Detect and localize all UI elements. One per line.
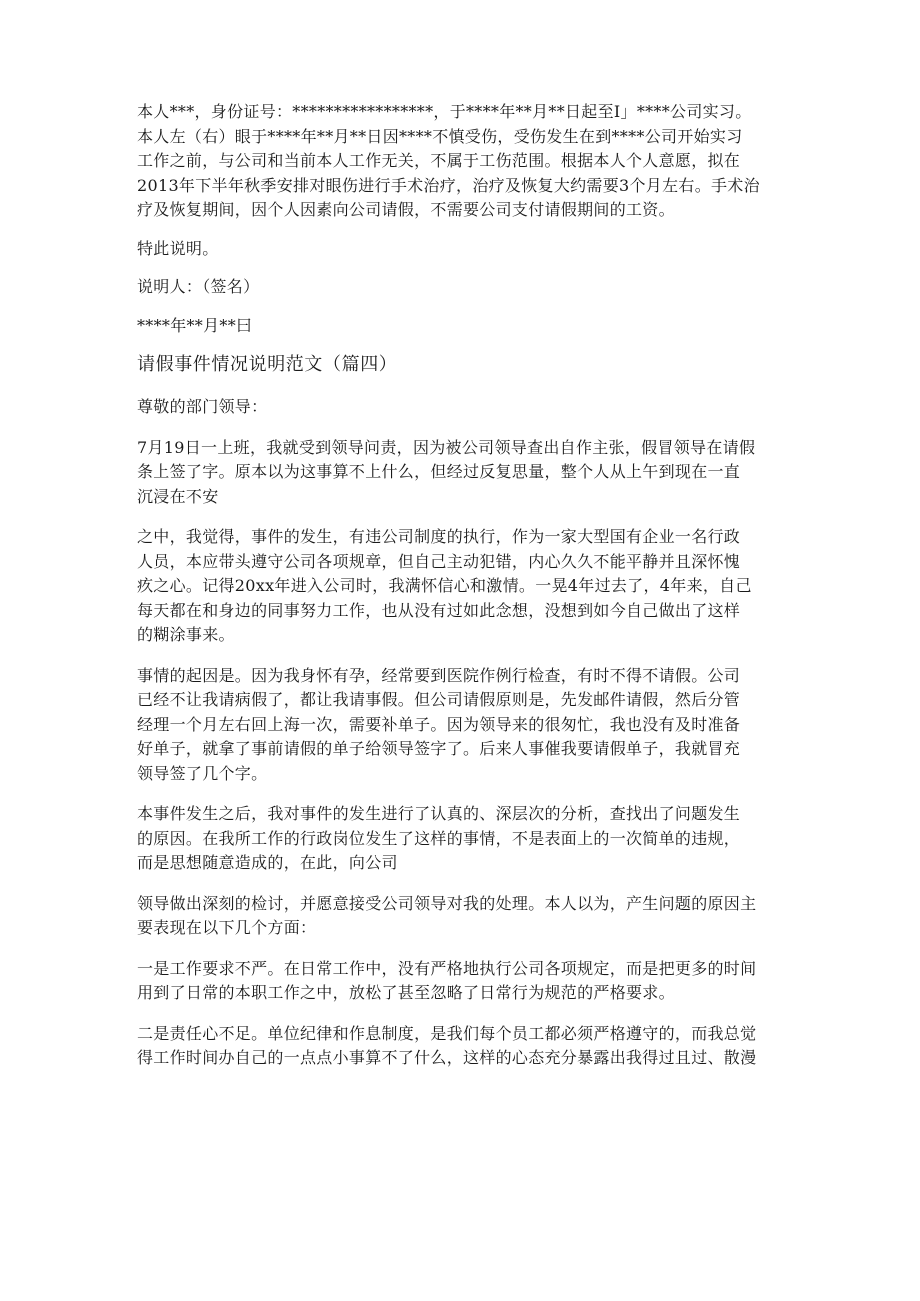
text-line: 本事件发生之后，我对事件的发生进行了认真的、深层次的分析，查找出了问题发生 [137,804,741,823]
text-line: 条上签了字。原本以为这事算不上什么，但经过反复思量，整个人从上午到现在一直 [137,462,741,481]
text-line: 每天都在和身边的同事努力工作，也从没有过如此念想，没想到如今自己做出了这样 [137,600,741,620]
text-line: 而是思想随意造成的，在此，向公司 [137,853,398,872]
paragraph [137,237,782,262]
text-line: 沉浸在不安 [137,486,219,506]
text-line: 领导做出深刻的检讨，并愿意接受公司领导对我的处理。本人以为，产生问题的原因主 [137,893,757,913]
text-line: 事情的起因是。因为我身怀有孕，经常要到医院作例行检查，有时不得不请假。公司 [137,665,741,685]
text-line: 用到了日常的本职工作之中，放松了甚至忽略了日常行为规范的严格要求。 [137,983,675,1002]
paragraph [137,664,782,787]
paragraph [137,892,782,941]
paragraph [137,1022,782,1071]
text-line: 得工作时间办自己的一点点小事算不了什么，这样的心态充分暴露出我得过且过、散漫 [137,1048,757,1067]
text-line: 2013年下半年秋季安排对眼伤进行手术治疗，治疗及恢复大约需要3个月左右。手术治 [137,175,760,195]
text-line: 领导签了几个字。 [137,763,268,783]
paragraph [137,314,782,339]
statement-section [137,100,782,338]
text-line: 的原因。在我所工作的行政岗位发生了这样的事情，不是表面上的一次简单的违规， [137,828,741,848]
text-line: ****年**月**曰 [137,315,253,335]
text-line: 的糊涂事来。 [137,625,235,644]
text-line: 本人***，身份证号：*****************，于****年**月**日起至I」****公司实习。 [137,102,752,121]
paragraph [137,525,782,648]
text-line: 要表现在以下几个方面： [137,918,317,937]
text-line: 疗及恢复期间，因个人因素向公司请假，不需要公司支付请假期间的工资。 [137,200,675,219]
letter-body [137,436,782,1071]
text-line: 经理一个月左右回上海一次，需要补单子。因为领导来的很匆忙，我也没有及时准备 [137,714,741,734]
text-line: 好单子，就拿了事前请假的单子给领导签字了。后来人事催我要请假单子，我就冒充 [137,739,741,758]
text-line: 工作之前，与公司和当前本人工作无关，不属于工伤范围。根据本人个人意愿，拟在 [137,151,741,170]
text-line: 人员，本应带头遵守公司各项规章，但自己主动犯错，内心久久不能平静并且深怀愧 [137,551,741,571]
paragraph [137,802,782,876]
paragraph [137,436,782,510]
paragraph [137,100,782,223]
text-line: 一是工作要求不严。在日常工作中，没有严格地执行公司各项规定，而是把更多的时间 [137,958,757,978]
text-line: 已经不让我请病假了，都让我请事假。但公司请假原则是，先发邮件请假，然后分管 [137,690,741,709]
text-line: 二是责任心不足。单位纪律和作息制度，是我们每个员工都必须严格遵守的，而我总觉 [137,1023,757,1043]
text-line: 本人左（右）眼于****年**月**日因****不慎受伤，受伤发生在到****公司开始实习 [137,126,743,146]
text-line: 特此说明。 [137,238,219,258]
section-heading: 请假事件情况说明范文（篇四） [137,354,398,375]
salutation: 尊敬的部门领导： [137,397,268,416]
text-line: 说明人：（签名） [137,277,260,296]
paragraph [137,957,782,1006]
document-page [137,100,782,1087]
text-line: 7月19日一上班，我就受到领导问责，因为被公司领导查出自作主张，假冒领导在请假 [137,437,756,457]
text-line: 疚之心。记得20xx年进入公司时，我满怀信心和激情。一晃4年过去了，4年来，自己 [137,576,752,595]
text-line: 之中，我觉得，事件的发生，有违公司制度的执行，作为一家大型国有企业一名行政 [137,527,741,546]
paragraph [137,275,782,300]
